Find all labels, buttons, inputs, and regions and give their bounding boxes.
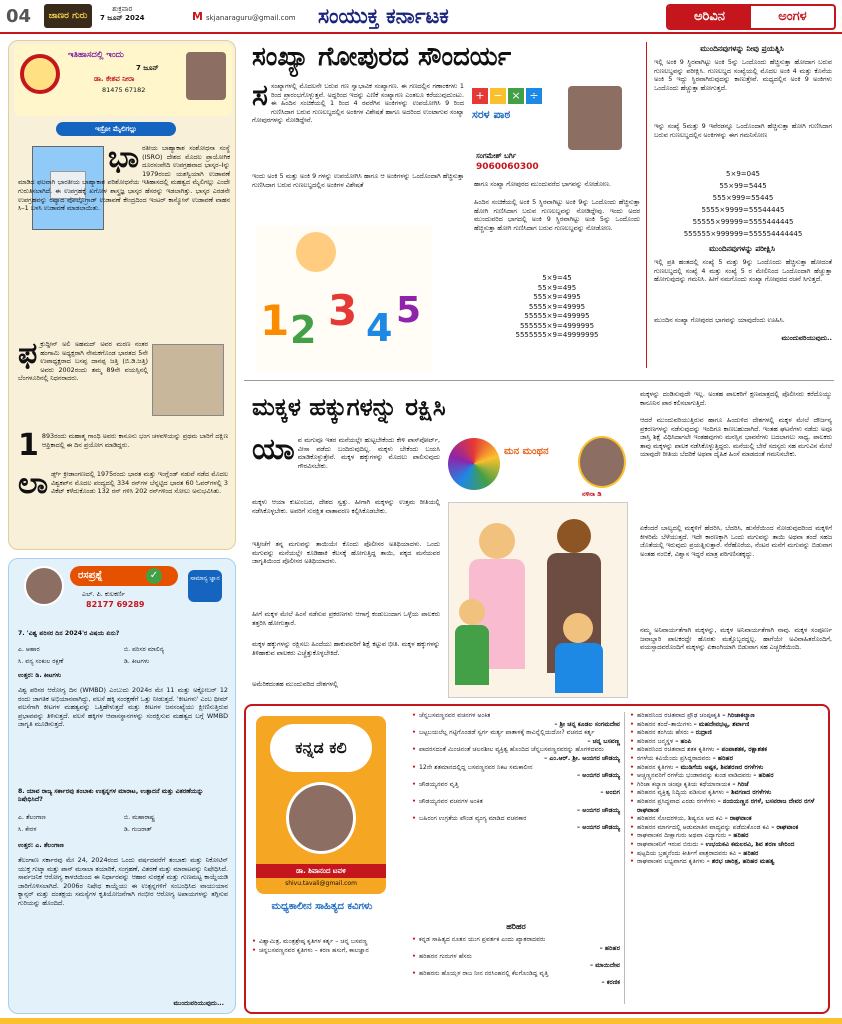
- kali-item: [630, 798, 826, 815]
- sarala-patha-label: ಸರಳ ಪಾಠ: [472, 108, 511, 121]
- kali-email[interactable]: shivu.tavali@gmail.com: [285, 880, 357, 887]
- kali-a: – ಗಿರಿಜೆ: [732, 780, 749, 788]
- itihasa-para-2: [18, 336, 148, 383]
- section-title: [666, 4, 836, 30]
- kali-q: ಹರಿಹರನ ವ್ಯಕ್ತಿತ್ವ ನಿದ್ಯಿಯ ಪಡಿಸುವ ಕೃತಿಗಳು: [637, 789, 724, 797]
- article1-para-1: [252, 78, 464, 125]
- itihasa-header: [14, 44, 232, 116]
- kali-list-col1b: [412, 936, 620, 988]
- kali-item: [252, 938, 402, 947]
- kali-a: – ಎಂ.ಆರ್. ಶ್ರೀ. ಅಂಬಿಗರ ಚೌಡಯ್ಯ: [544, 754, 620, 762]
- kali-q: ಚೌಡಯ್ಯನವರ ವೃತ್ತಿ: [419, 780, 459, 788]
- mail-icon: M: [192, 10, 203, 23]
- kannada-kali-badge: [256, 716, 386, 894]
- kannada-kali-title: ಕನ್ನಡ ಕಲಿ: [270, 724, 372, 772]
- kali-a: – ರುದ್ರಾಣಿ: [690, 729, 712, 737]
- gk-badge: ಸಾಮಾನ್ಯ ಜ್ಞಾನ: [188, 570, 222, 602]
- email-line: [192, 10, 296, 23]
- kali-subtitle: ಮಧ್ಯಕಾಲೀನ ಸಾಹಿತ್ಯದ ಕವಿಗಳು: [271, 901, 373, 912]
- kali-q: ಹರಿಹರನು ಹೊಯ್ಸಳ ರಾಜ ನೀನ ನರಸಿಂಹನಲ್ಲಿ ಕೆಲಗೊಂಡಿದ್ದ ವೃತ್ತಿ: [419, 970, 549, 978]
- q7-option-c: ಸಿ. ವನ್ಯ ಸಂಕುಲ ರಕ್ಷಣೆ: [18, 658, 64, 665]
- itihasa-text-1: ರತೀಯ ಬಾಹ್ಯಾಕಾಶ ಸಂಶೋಧನಾ ಸಂಸ್ಥೆ (ISRO) ದೇಶದ ಮೊದಲ ಪ್ರಾಯೋಗಿಕ ದೂರಸಂವೇದಿ ಉಪಗ್ರಹವಾದ ಭಾಸ್ಕರ–Iನ್ನು 1979ರಂದು ಯಶಸ್ವಿಯಾಗಿ ಉಡಾವಣೆ ಮಾಡಿದ ಫಲವಾಗಿ ಭಾರತೀಯ ಬಾಹ್ಯಾಕಾಶ ಪರಿಶೋಧನೆಯ ಇತಿಹಾಸದಲ್ಲಿ ಮಹತ್ವದ ಮೈಲಿಗಲ್ಲು ಎಂದೇ ಗುರುತಿಸಲಾಗಿದೆ. ಈ ಉಪಗ್ರಹಕ್ಕೆ ಖಗೋಳ ಶಾಸ್ತ್ರಜ್ಞ ಭಾಸ್ಕರ ಹೆಸರನ್ನು ಇಡಲಾಗಿತ್ತು. ಭಾಸ್ಕರ ಎರಡನೇ ಉಪಗ್ರಹವನ್ನು ರಷ್ಯಾದ ವೋಲ್ಗೊಗ್ರಾಡ್ ಉಡಾವಣೆ ಕೇಂದ್ರದಿಂದ ಇಂಟರ್ ಕಾಸ್ಮೋಸ್ ಉಡಾವಣೆ ವಾಹನ ಸಿ–1 ಬಳಸಿ ಉಡಾವಣೆ ಮಾಡಲಾಯಿತು.: [18, 144, 230, 213]
- dropcap: ಯಾ: [252, 432, 295, 467]
- article2-text-1: ವ ಮಗುವೂ ಇತರ ಮನೆಯಲ್ಲೇ ಹುಟ್ಟಬೇಕೆಂದು ಕೇಳಿ ಪಾಸ್‌ಪೋರ್ಟ್, ವೀಸಾ ಪಡೆದು ಬಂದಿರುವುದಿಲ್ಲ. ಮಕ್ಕಳು ಬೇಕೆಂದು ಬಯಸಿ ಮಾಡಿಕೊಳ್ಳುತ್ತೇವೆ. ಮಕ್ಕಳ ಹಕ್ಕುಗಳನ್ನು ಮೊದಲು ಪಾಲಿಸುವುದು ಗೌರವಿಸಬೇಕು.: [297, 436, 440, 470]
- equation: 555555×9=4999995: [519, 321, 595, 330]
- equation: 55555×99999=5555444445: [692, 218, 794, 226]
- kali-a: – ಮಹದೇವಭಟ್ಟ, ಶರ್ವಾಣಿ: [693, 720, 750, 728]
- kali-q: ರಗಳೆಯ ಕವಿಯೆಂದು ಪ್ರಸಿದ್ಧರಾದವರು: [637, 754, 711, 762]
- article2-right-3: ಏಕೆಂದರೆ ಬಾಲ್ಯದಲ್ಲಿ ಮಕ್ಕಳಿಗೆ ಹೆದರಿಸಿ, ಬೆದರಿಸಿ, ಹುಸೆರೆಯಿಂದ ನೋಡುವುದರಿಂದ ಮಕ್ಕಳಿಗೆ ಕೀಳರಿಮೆ ಬೆಳೆಯುತ್ತದೆ. ಇದೇ ಕಾರಣಕ್ಕಾಗಿ ಒಂದು ಮಗುವನ್ನು ತಾಯಿ ಅಥವಾ ತಂದೆ ಸಹಜ ಜೊತೆಯಲ್ಲಿ ಇರುವುದು ಪ್ರಯತ್ನಿಸುತ್ತಾರೆ. ನೆರೆಹೊರೆಯ, ನೆಂಟರ ಮನೆಗೆ ಮಗುವನ್ನು ಬಿಡುವಾಗ ಅಂತಹ ನಂಬಿಕೆ, ವಿಶ್ವಾಸ ಇದ್ದರೆ ಮಾತ್ರ ಪರಿಗಣಿಸತಕ್ಕದ್ದು.: [640, 524, 832, 558]
- article2-para-6: ಅಮೆರಿಕದಂತಹ ಮುಂದುವರಿದ ದೇಶಗಳಲ್ಲಿ: [252, 680, 338, 688]
- quiz-box: [8, 558, 236, 1014]
- kali-item: [630, 738, 826, 747]
- kali-q: ಚೆನ್ನಬಸವಣ್ಣನವರ ವಚನಗಳ ಅಂಕಿತ: [419, 712, 491, 719]
- itihasa-text-3: 893ರಂದು ಮಹಾತ್ಮ ಗಾಂಧಿ ಅವರು ಕಾನೂನು ಭಂಗ ಚಳವಳಿಯನ್ನು ಪ್ರಥಮ ಬಾರಿಗೆ ದಕ್ಷಿಣ ಆಫ್ರಿಕಾದಲ್ಲಿ ಈ ದಿನ ಪ್ರಯೋಗ ಮಾಡಿದ್ದರು.: [41, 432, 228, 449]
- itihasa-para-4: [18, 466, 228, 501]
- numbers-cartoon: 1 2 3 4 5: [256, 226, 432, 372]
- article2-author-photo: [578, 436, 626, 488]
- section-title-a: ಅರಿವಿನ: [668, 6, 751, 28]
- article2-para-2: ಮಕ್ಕಳು ಆಯಾ ಕುಟುಂಬದ, ದೇಶದ ಸ್ವತ್ತು. ಹೀಗಾಗಿ ಮಕ್ಕಳನ್ನು ಉತ್ತಮ ರೀತಿಯಲ್ಲಿ ನಡೆಸಿಕೊಳ್ಳಬೇಕು. ಅವರಿಗೆ ಸುರಕ್ಷಿತ ವಾತಾವರಣ ಕಲ್ಪಿಸಿಕೊಡಬೇಕು.: [252, 498, 440, 515]
- kali-item: [630, 841, 826, 850]
- itihasa-text-2: ಕ್ರುದ್ದೀನ್ ಅಲಿ ಅಹಮದ್ ಅವರ ಮರಣ ನಂತರ ಹಂಗಾಮಿ ಅಧ್ಯಕ್ಷರಾಗಿ ನೇಮಕಗೊಂಡ ಭಾರತದ 5ನೇ ಉಪಾಧ್ಯಕ್ಷರಾದ ಬಸಪ್ಪ ದಾನಪ್ಪ ಜತ್ತಿ (ಬಿ.ಡಿ.ಜತ್ತಿ) ಅವರು 2002ರಂದು ತಮ್ಮ 89ನೇ ವಯಸ್ಸಿನಲ್ಲಿ ಬೆಂಗಳೂರಿನಲ್ಲಿ ನಿಧನರಾದರು.: [18, 340, 148, 383]
- kali-a: – ಹರಿಹರ: [753, 772, 774, 780]
- kali-item: [412, 815, 620, 832]
- kali-author: ಡಾ. ಶಿವಾನಂದ ಟವಳಿ: [256, 864, 386, 878]
- column-rule: [646, 42, 647, 368]
- kali-a: – ಅಂಬಿಗರ ಚೌಡಯ್ಯ: [577, 823, 620, 831]
- kali-list-col2: [630, 712, 826, 867]
- kali-author-photo: [286, 782, 356, 854]
- equation: 5×9=45: [542, 274, 572, 282]
- q7-option-b: ಬಿ. ಪರಿಸರ ಮಾಲಿನ್ಯ: [124, 646, 165, 653]
- article1-para-4: ಹಿಂದಿನ ಸಂಚಿಕೆಯಲ್ಲಿ ಅಂಕಿ 5 ಸ್ಥಿರವಾಗಿಟ್ಟು ಅಂಕಿ 9ನ್ನು ಒಂದೊಂದು ಹೆಚ್ಚಿಸುತ್ತಾ ಹೋಗಿ ಗುಣಿಸಿದಾಗ ಬರುವ ಗುಣಲಬ್ಧವನ್ನು ನೋಡಿದ್ದೇವು. ಇಂದು ಅದರ ಮುಂದುವರಿದ ಭಾಗದಲ್ಲಿ ಅಂಕಿ 9 ಸ್ಥಿರವಾಗಿಟ್ಟು ಅಂಕಿ 5ನ್ನು ಒಂದೊಂದು ಹೆಚ್ಚಿಸುತ್ತಾ ಹೋಗಿ ಗುಣಿಸಿದಾಗ ಬರುವ ಗುಣಲಬ್ಧವನ್ನು ನೋಡೋಣ.: [474, 198, 640, 232]
- article1-continued: ಮುಂದುವರಿಯುವುದು..: [781, 334, 832, 342]
- equation: 55555×9=499995: [524, 312, 590, 320]
- kali-a: – ಹರಿಹರ: [728, 832, 749, 840]
- kali-item: [630, 781, 826, 790]
- magnifier-icon: [20, 54, 60, 94]
- newspaper-title: ಸಂಯುಕ್ತ ಕರ್ನಾಟಕ: [318, 3, 449, 28]
- harihara-heading: ಹರಿಹರ: [506, 922, 526, 931]
- q8-option-d: ಡಿ. ಗುಜರಾತ್: [124, 826, 153, 833]
- equation: 5555555×9=49999995: [515, 331, 599, 339]
- article1-para-2: ಇಂದು ಅಂಕಿ 5 ಮತ್ತು ಅಂಕಿ 9 ಗಳನ್ನು ಉಪಯೋಗಿಸಿ ಹಾಗೂ ಆ ಅಂಕಿಗಳನ್ನು ಒಂದೊಂದಾಗಿ ಹೆಚ್ಚಿಸುತ್ತಾ ಗುಣಿಸಿದಾಗ ಬರುವ ಗುಣಲಬ್ಧದಲ್ಲಿನ ಅಂಕಿಗಳ ವಿಶೇಷತೆ: [252, 172, 464, 189]
- kali-a: – ಹರಿಹರ: [712, 754, 733, 762]
- itihasa-title: ಇತಿಹಾಸದಲ್ಲಿ ಇಂದು: [68, 50, 124, 60]
- q7-explanation: ವಿಶ್ವ ಪರಿಸರ ಆರೋಗ್ಯ ದಿನ (WMBD) ಎಂಬುದು 2024ರ ಮೇ 11 ಮತ್ತು ಅಕ್ಟೋಬರ್ 12 ರಂದು ಜಾಗತಿಕ ಅಭಿಯಾನವಾಗಿದ್ದು, ವಲಸೆ ಹಕ್ಕಿ ಸಂರಕ್ಷಣೆಗೆ ಒತ್ತು ನೀಡುತ್ತದೆ. 'ಕೀಟಗಳು' ಎಂಬ ಥೀಮ್ ವಲಸೆಗಾಗಿ ಕೀಟಗಳ ಮಹತ್ವವನ್ನು ಒತ್ತಿಹೇಳುತ್ತದೆ ಮತ್ತು ಕೀಟಗಳ ಜನಸಂಖ್ಯೆಯು ಕ್ಷೀಣಿಸುತ್ತಿರುವ ಪ್ರಭಾವವನ್ನು ತಿಳಿಸುತ್ತದೆ. ವಲಸೆ ಹಕ್ಕಿಗಳ ಆವಾಸಸ್ಥಾನಗಳನ್ನು ಸಂರಕ್ಷಿಸುವ ಮಹತ್ವದ ಬಗ್ಗೆ WMBD ಜಾಗೃತಿ ಮೂಡಿಸುತ್ತದೆ.: [18, 686, 228, 729]
- dropcap: 1: [18, 428, 39, 463]
- kali-q: ಪಾದರಸದಂತೆ ಮಿಂಚಿನಂತೆ ಚಲನಶೀಲ ವ್ಯಕ್ತಿತ್ವ ಹೊಂದಿದ ಚೆನ್ನಬಸವಣ್ಣನವರನ್ನು ಹೊಗಳಿದವರು: [419, 746, 604, 754]
- kali-item: [630, 755, 826, 764]
- email-text[interactable]: skjanaraguru@gmail.com: [205, 14, 296, 22]
- itihasa-date: 7 ಜೂನ್: [136, 64, 159, 72]
- quiz-phone: 82177 69289: [86, 600, 145, 609]
- kali-q: ಹರಿಹರನ ಜನ್ಮಸ್ಥಳ: [637, 737, 674, 745]
- equation: 55×9=495: [537, 283, 577, 292]
- kali-item: [412, 729, 620, 746]
- kali-item: [252, 947, 402, 956]
- quiz-title: ರಸಪ್ರಶ್ನೆ: [70, 566, 178, 586]
- kali-item: [412, 936, 620, 953]
- kali-q: ಹರಿಹರನಿಂದ ರಚಿತವಾದ ಶತಕ ಕೃತಿಗಳು: [637, 746, 715, 754]
- q8-option-c: ಸಿ. ಕೇರಳ: [18, 826, 37, 833]
- article2-right-2: ಆದರೆ ಮುಂದುವರಿಯುತ್ತಿರುವ ಹಾಗೂ ಹಿಂದುಳಿದ ದೇಶಗಳಲ್ಲಿ ಮಕ್ಕಳ ಮೇಲೆ ದೌರ್ಜನ್ಯ ಪ್ರಕರಣಗಳನ್ನು ನಡೆಸುವುದನ್ನು ಇಂದಿಗೂ ಕಾಣಬಹುದಾಗಿದೆ. ಇಂತಹ ಘಟನೆಗಳು ನಡೆದು ಅವೂ ಜಾಸ್ತಿ ಶಿಕ್ಷೆ ವಿಧಿಸಿದಾಗಲೇ ಇಂತಹವುಗಳು ಮನಸ್ಸಿನ ಭಾವನೆಗಳು ಬದಲಾಗಲು ಸಾಧ್ಯ. ಪಾಲಕರು ತಾವು ಮಕ್ಕಳನ್ನು ಪಾಲಕ ನಡೆಸಿಕೊಳ್ಳುತ್ತಿದ್ದರು. ಮನೆಯಲ್ಲಿ ಬೇರೆ ಸದಸ್ಯರು ಸಹ ಮಗುವಿನ ಮೇಲೆ ಯಾವುದೇ ರೀತಿಯ ಬೆದರಿಕೆ ಅಥವಾ ದೈಹಿಕ ಹಿಂಸೆ ಮಾಡದಂತೆ ಗಮನಿಸಬೇಕು.: [640, 416, 832, 459]
- kali-item: [412, 798, 620, 815]
- kali-a: – ಗಿರಿಜಾಕಲ್ಯಾಣ: [722, 712, 755, 719]
- article1-text-1: ಸಂಖ್ಯಾಗಳಲ್ಲಿ ಮೊದಲನೇ ಬರುವ ಗಣ ಸ್ವಾಭಾವಿಕ ಸಂಖ್ಯಾಗಣ. ಈ ಗಣದಲ್ಲಿನ ಗಣಾಂಕಗಳು 1 ರಿಂದ ಪ್ರಾರಂಭಗೊಳ್ಳುತ್ತವೆ. ಅದ್ದರಿಂದ ಇದನ್ನು ಎಣಿಕೆ ಸಂಖ್ಯಾಗಣ ಎಂತಲೂ ಕರೆಯುವುದುಂಟು. ಈ ಹಿಂದಿನ ಸಂಚಿಕೆಯಲ್ಲಿ 1 ರಿಂದ 4 ರವರೆಗಿನ ಅಂಕಿಗಳನ್ನು ಉಪಯೋಗಿಸಿ 9 ರಿಂದ ಗುಣಿಸಿದಾಗ ಬರುವ ಗುಣಲಬ್ಧದಲ್ಲಿನ ಅಂಕಿಗಳ ವಿಶೇಷತೆ ಹಾಗೂ ಅದರಿಂದ ಉಂಟಾಗುವ ಸಂಖ್ಯಾ ಗೋಪುರಗಳನ್ನು ನೋಡಿದ್ದೇವೆ.: [252, 82, 464, 125]
- article2-right-1: ಮಕ್ಕಳನ್ನು ದಂಡಿಸುವುದೇ ಇಲ್ಲ. ಅಂತಹ ಪಾಲಕರಿಗೆ ಕ್ಷಣಮಾತ್ರದಲ್ಲಿ ಪೊಲೀಸರು ಕರೆದೊಯ್ಯು ಕಾನೂನಿನ ಪಾಠ ಕಲಿಸಲಾಗುತ್ತಿದೆ.: [640, 390, 832, 407]
- equation: 5555×9=49995: [528, 302, 586, 311]
- question-8: 8. ಯಾವ ರಾಜ್ಯ ಸರ್ಕಾರವು ತಂಬಾಕು ಉತ್ಪನ್ನಗಳ ಮಾರಾಟ, ಉತ್ಪಾದನೆ ಮತ್ತು ವಿತರಣೆಯನ್ನು ನಿಷೇಧಿಸಿದೆ?: [18, 788, 204, 804]
- kali-q: ಹರಿಹರನ ಗುರುಗಳ ಹೆಸರು: [419, 953, 472, 961]
- kali-item: [412, 970, 620, 987]
- right-para-3: ಇಲ್ಲಿ ಪ್ರತಿ ಹಂತದಲ್ಲಿ ಸಂಖ್ಯೆ 5 ಮತ್ತು 9ನ್ನು ಒಂದೊಂದು ಹೆಚ್ಚಿಸುತ್ತಾ ಹೋದಂತೆ ಗುಣಲಬ್ಧದಲ್ಲಿ ಸಂಖ್ಯೆ 4 ಮತ್ತು ಸಂಖ್ಯೆ 5 ರ ಮೇಲಿನಿಂದ ಒಂದೊಂದಾಗಿ ಹೆಚ್ಚುತ್ತಾ ಹೋಗುವುದನ್ನು ಗಮನಿಸಿ. ಹೀಗೆ ನಮಗೊಂದು ಸಂಖ್ಯಾ ಗೋಪುರದ ರಚನೆ ಸಿಗುತ್ತದೆ.: [654, 258, 832, 284]
- kali-item: [412, 764, 620, 781]
- author-photo: [186, 52, 226, 100]
- kali-q: ರಾಘವಾಂಕನಿಗೆ ಇರುವ ಬಿರುದು: [637, 840, 699, 848]
- kali-q: ರಾಘವಾಂಕನ ಲಭ್ಯವಾಗದ ಕೃತಿಗಳು: [637, 858, 705, 866]
- quiz-author-photo: [24, 566, 64, 606]
- portrait-image: [152, 344, 224, 416]
- kali-item: [630, 815, 826, 824]
- right-para-4: ಮುಂದಿನ ಸಂಖ್ಯಾ ಗೋಪುರದ ಭಾಗವನ್ನು ಯಾವುದೆಂದು ಊಹಿಸಿ.: [654, 316, 785, 324]
- kali-item: [630, 712, 826, 721]
- dropcap: ಫ: [18, 336, 38, 371]
- brain-icon: [448, 438, 500, 490]
- equation: 55×99=5445: [719, 182, 767, 190]
- kali-a: – ಅಂಬಿಗರ ಚೌಡಯ್ಯ: [577, 806, 620, 814]
- kali-a: – ಹರಿಹರ: [599, 944, 620, 952]
- kali-item-text: ವಿಶ್ವಾಮಿತ್ರ, ಮಂತ್ರಶ್ರೇಷ್ಠ ಕೃತಿಗಳ ಕರ್ತೃ – ಚನ್ನ ಬಸವಣ್ಣ: [259, 938, 368, 945]
- equation: 5×9=045: [726, 170, 760, 178]
- kali-item: [630, 832, 826, 841]
- right-para-1: ಇಲ್ಲಿ ಅಂಕಿ 9 ಸ್ಥಿರವಾಗಿಟ್ಟು ಅಂಕಿ 5ನ್ನು ಒಂದೊಂದು ಹೆಚ್ಚಿಸುತ್ತಾ ಹೋದಾಗ ಬರುವ ಗುಣಲಬ್ಧವನ್ನು ಪರೀಕ್ಷಿಸಿ. ಗುಣಲಬ್ಧದ ಸಂಖ್ಯೆಯಲ್ಲಿ ಮೊದಲ ಅಂಕಿ 4 ಮತ್ತು ಕೊನೆಯ ಅಂಕಿ 5 ಇದ್ದು ಸ್ಥಿರವಾಗಿರುವುದನ್ನು ಕಾಣುತ್ತೇವೆ. ಮಧ್ಯದಲ್ಲಿನ ಅಂಕಿ 9 ಅಂಕಿಗಳು ಒಂದೊಂದು ಹೆಚ್ಚುತ್ತಾ ಹೋಗುತ್ತದೆ.: [654, 58, 832, 92]
- kali-item: [630, 764, 826, 773]
- q7-answer: ಉತ್ತರ: ಡಿ. ಕೀಟಗಳು: [18, 672, 62, 679]
- issue-date: [100, 5, 145, 23]
- kali-q: ರಾಘವಾಂಕನ ದೀಕ್ಷಾಗುರು ಅಥವಾ ವಿದ್ಯಾಗುರು: [637, 832, 727, 840]
- q7-option-d: ಡಿ. ಕೀಟಗಳು: [124, 658, 150, 665]
- kali-q: ಷಟ್ಪದಿಯ ಬ್ರಹ್ಮನೆಂದು ಕೀರ್ತಿಗೆ ಪಾತ್ರರಾದವರು ಕವಿ: [637, 849, 737, 857]
- q7-option-a: ಎ. ಆಹಾರ: [18, 646, 40, 653]
- article2-headline: ಮಕ್ಕಳ ಹಕ್ಕುಗಳನ್ನು ರಕ್ಷಿಸಿ: [252, 393, 446, 421]
- q8-option-b: ಬಿ. ಮಹಾರಾಷ್ಟ್ರ: [124, 814, 155, 821]
- kali-q: ಹರಿಹರನ ಮಾರ್ಗದಲ್ಲಿ ಆಡುಮಾತಿನ ವಾದ್ಯವನ್ನು ಪಡೆದುಕೊಂಡ ಕವಿ: [637, 823, 770, 831]
- right-heading-2: ಮುಂದಿನವುಗಳನ್ನು ಪರೀಕ್ಷಿಸಿ: [709, 244, 775, 253]
- quiz-continued: ಮುಂದುವರಿಯುವುದು...: [173, 1000, 224, 1007]
- page-number: 04: [6, 6, 32, 27]
- article1-para-3: ಹಾಗೂ ಸಂಖ್ಯಾ ಗೋಪುರದ ಮುಂದುವರೆದ ಭಾಗವನ್ನು ನೋಡೋಣ.: [474, 180, 611, 188]
- equation: 555×999=55445: [712, 194, 774, 202]
- date: 7 ಜೂನ್ 2024: [100, 14, 145, 22]
- kali-item: [630, 824, 826, 833]
- kali-list-col1: [412, 712, 620, 832]
- dropcap: ಸ: [252, 78, 268, 113]
- equation-list-2: [654, 168, 832, 240]
- kali-q: 12ನೇ ಶತಮಾನದಲ್ಲಿದ್ದ ಬಸವಣ್ಣನವರ ನಿಕಟ ಸಮಕಾಲೀನ: [419, 763, 533, 771]
- kali-a: – ರಾಘವಾಂಕ: [771, 823, 799, 831]
- kali-item: [412, 712, 620, 729]
- kali-item: [630, 772, 826, 781]
- q8-answer: ಉತ್ತರ: ಎ. ತೆಲಂಗಾಣ: [18, 842, 64, 849]
- kali-a: – ಹರಿಹರ: [738, 849, 759, 857]
- kali-item: [630, 746, 826, 755]
- kali-item: [630, 729, 826, 738]
- article1-phone: 9060060300: [476, 162, 539, 172]
- family-illustration: [448, 502, 628, 698]
- right-para-2: ಇನ್ನು ಸಂಖ್ಯೆ 5ಮತ್ತು 9 ಇವೆರಡನ್ನೂ ಒಂದೊಂದಾಗಿ ಹೆಚ್ಚಿಸುತ್ತಾ ಹೋಗಿ ಗುಣಿಸಿದಾಗ ಬರುವ ಗುಣಲಬ್ಧದಲ್ಲಿನ ಅಂಕಿಗಳನ್ನು ಈಗ ಗಮನಿಸೋಣ: [654, 122, 832, 139]
- kali-q: ಚೌಡಯ್ಯನವರ ವಚನಗಳ ಅಂಕಿತ: [419, 797, 483, 805]
- kali-q: ಹರಿಹರನ ಪ್ರಸಿದ್ಧವಾದ ಎರಡು ರಗಳೆಗಳು: [637, 797, 716, 805]
- kali-item: [412, 953, 620, 970]
- kali-a: – ಕರಣಿಕ: [601, 978, 620, 986]
- kali-a: – ನಂಬಿಯಣ್ಣನ ರಗಳೆ, ಬಸವರಾಜ ದೇವರ ರಗಳೆ ರಾಘವಾಂಕ: [637, 797, 815, 814]
- equation: 555555×999999=555554444445: [683, 230, 803, 238]
- right-heading-1: ಮುಂದಿನವುಗಳನ್ನು ನೀವು ಪ್ರಯತ್ನಿಸಿ: [700, 44, 784, 53]
- kali-a: – ಮುಡಿಗೆಯ ಅಷ್ಟಕ, ಶಿವಶರಣರ ರಗಳೆಗಳು: [675, 763, 764, 771]
- itihasa-author: ಡಾ. ಕೇಶವ ನೀರಾ: [94, 75, 135, 83]
- kali-item: [630, 858, 826, 867]
- q8-explanation: ತೆಲಂಗಾಣ ಸರ್ಕಾರವು ಮೇ 24, 2024ರಂದ ಒಂದು ವರ್ಷದವರೆಗೆ ತಂಬಾಕು ಮತ್ತು ನಿಕೋಟಿನ್ ಯುಕ್ತ ಗುಟ್ಕಾ ಮತ್ತು ಪಾನ್ ಮಸಾಲಾ ತಯಾರಿಕೆ, ಸಂಗ್ರಹಣೆ, ವಿತರಣೆ ಮತ್ತು ಮಾರಾಟವನ್ನು ನಿಷೇಧಿಸಿದೆ. ಸಾರ್ವಜನಿಕ ಆರೋಗ್ಯ ಕಾಳಜಿಯಿಂದ ಈ ನಿರ್ಧಾರವನ್ನು ಆಹಾರ ಸುರಕ್ಷತೆ ಮತ್ತು ಗುಣಮಟ್ಟ ಕಾಯ್ದೆಯಡಿ ಜಾರಿಗೊಳಿಸಲಾಗಿದೆ. 2006ರ ನಿಷೇಧ ಕಾಯ್ದೆಯು ಈ ಉತ್ಪನ್ನಗಳಿಗೆ ಸಂಬಂಧಿಸಿದ ವಾಯುಯಾನ ಕ್ಯಾನ್ಸರ್ ಮತ್ತು ದಂತಕ್ಷಯ ಸಮಸ್ಯೆಗಳ ಕೃತಿಯೋಜನೆಗಾಗಿ ಗಂಭೀರ ಆರೋಗ್ಯ ಅಪಾಯಗಳನ್ನು ತಗ್ಗಿಸುವ ಗುರಿಯನ್ನು ಹೊಂದಿದೆ.: [18, 856, 228, 907]
- kali-q: ಹರಿಹರನ ತಂದೆ–ತಾಯಿಗಳು: [637, 720, 692, 728]
- masthead: [0, 0, 842, 34]
- dropcap: ಲಾ: [18, 466, 49, 501]
- question-7: 7. 'ವಿಶ್ವ ಪರಿಸರ ದಿನ 2024'ರ ವಿಷಯ ಏನು?: [18, 630, 120, 637]
- article1-author-photo: [568, 86, 622, 150]
- kali-a: – ಶರಭ ಚಾರಿತ್ರ, ಹರಿಹರ ಮಹತ್ವ: [706, 858, 775, 866]
- kali-q: ಕನ್ನಡ ಸಾಹಿತ್ಯದ ನೂತನ ಯುಗ ಪ್ರವರ್ತಕ ಎಂದು ಖ್ಯಾತರಾದವರು: [419, 936, 546, 943]
- kali-item: [630, 850, 826, 859]
- kali-item-text: ಚನ್ನಬಸವಣ್ಣನವರ ಕೃತಿಗಳು – ಕರಣ ಹಸುಗೆ, ಕಾಲಜ್ಞಾನ: [259, 946, 369, 954]
- itihasa-para-1: [18, 140, 230, 213]
- kali-a: – ಶ್ರೀ ಚನ್ನ ಕೂಡಲ ಸಂಗಮದೇವ: [554, 720, 620, 728]
- kali-q: ಬಟ್ಟಬಯಲೆಲ್ಲ ಗಟ್ಟಿಗೊಂಡಡೆ ಸ್ವರ್ಗ ಮರ್ತ್ಯ ಪಾತಾಳಕ್ಕೆ ಠಾವಿನ್ನೆಲ್ಲಿಯದೋ? ವಚನದ ಕರ್ತೃ: [419, 729, 595, 737]
- article2-para-4: ಹೀಗೆ ಮಕ್ಕಳ ಮೇಲೆ ಹಿಂಸೆ ನಡೆಸುವ ಪ್ರಕರಣಗಳು ಆಗಾಗ್ಗೆ ಕಂಡುಬಂದಾಗ ಒಳ್ಳೆಯ ಪಾಲಕರು ತತ್ತರಿಸಿ ಹೋಗುತ್ತಾರೆ.: [252, 610, 440, 627]
- kali-a: – ಚನ್ನ ಬಸವಣ್ಣ: [587, 737, 620, 745]
- dropcap: ಭಾ: [108, 140, 140, 175]
- kali-a: – ಮಾಯಿದೇವ: [590, 961, 620, 969]
- itihasa-para-3: [18, 428, 228, 463]
- kali-a: – ಹಂಪಿ: [675, 737, 692, 745]
- itihasa-phone: 81475 67182: [102, 86, 146, 94]
- quiz-author: ಎಲ್. ಪಿ. ಕುಲಕರ್ಣಿ: [82, 590, 126, 598]
- sarala-patha-logo: + − × ÷ ಸರಳ ಪಾಠ: [472, 88, 562, 150]
- kali-q: ಬಹಿರಂಗ ಉಗ್ರತೆಯ ಪೌಂಡ ವ್ಯಂಗ್ಯ ಮಾಡಿದ ವಚನಕಾರ: [419, 815, 527, 823]
- equation: 555×9=4995: [533, 293, 581, 301]
- kali-item: [630, 721, 826, 730]
- equation-list-1: [474, 274, 640, 341]
- article2-para-1: [252, 432, 440, 470]
- footer-bar: [0, 1018, 842, 1024]
- kali-q: ಹರಿಹರನ ಸೋದರಳಿಯ, ಶಿಷ್ಯನೂ ಆದ ಕವಿ: [637, 815, 723, 823]
- kali-a: – ಅಂಬಿಗ: [600, 789, 620, 797]
- kali-item: [412, 781, 620, 798]
- equation: 5555×9999=55544445: [701, 206, 785, 214]
- kali-a: – ರಾಘವಾಂಕ: [724, 815, 752, 823]
- kali-q: ಆಚ್ಚಣ್ಣನವರಿಗೆ ರಗಳೆಯ ಭಂಡಾರವನ್ನು ಕುಂಡ ವಾಡಿದವರು: [637, 772, 752, 780]
- kali-a: – ಶಿವಗಣದ ರಗಳೆಗಳು: [725, 789, 772, 797]
- article2-right-4: ನಮ್ಮ ಅನಿವಾರ್ಯತೆಗಾಗಿ ಮಕ್ಕಳನ್ನು, ಮಕ್ಕಳ ಅನಿವಾರ್ಯತೆಗಾಗಿ ನಾವು. ಮಕ್ಕಳ ಸಂಪೂರ್ಣ ಜವಾಬ್ದಾರಿ ಪಾಲಕರದ್ದೇ ಹೊರತು ಮತ್ತೊಬ್ಬರದ್ದಲ್ಲ. ಹಾಗೆಯೇ ಅವಿವಾಹಿತರೊಂದಿಗೆ, ವಯಸ್ಸಾದವರೊಂದಿಗೆ ಮಕ್ಕಳನ್ನು ಏಕಾಂಗಿಯಾಗಿ ಬಿಡುವಾಗ ಸಹ ಎಚ್ಚರಿಕೆಯಿಂದಿ.: [640, 626, 832, 652]
- article2-para-5: ಮಕ್ಕಳ ಹಕ್ಕುಗಳನ್ನು ರಕ್ಷಿಸಲು ಹಿಂದೆಯು ಹಾಕುವವರಿಗೆ ಶಿಕ್ಷೆ ಕಟ್ಟುವ ಭೀತಿ. ಮಕ್ಕಳ ಹಕ್ಕುಗಳನ್ನು ತಿಳಿಹಾಕುವ ಪಾಲಕರು ಎಚ್ಚೆತ್ತುಕೊಳ್ಳಬೇಕಿದೆ.: [252, 640, 440, 657]
- section-divider: [244, 380, 834, 381]
- article2-para-3: ಇತ್ತೀಚೆಗೆ ತನ್ನ ಮಗುವನ್ನು ತಾಯಿಯೇ ಕೊಂದು ಪೊಲೀಸರ ಅತಿಥಿಯಾದಳು. ಒಂದು ಮಗುವನ್ನು ಮನೆಯಲ್ಲೇ ಕೂಡಿಹಾಕಿ ಕೆಲಸಕ್ಕೆ ಹೋಗುತ್ತಿದ್ದ ತಾಯಿ, ಪಕ್ಕದ ಮನೆಯವರ ಜಾಗೃತಿಯಿಂದ ಪೊಲೀಸರ ಅತಿಥಿಯಾದಳು.: [252, 540, 440, 566]
- article1-author: ಸಂಗಮೇಶ್ ಬರ್ಗಿ: [476, 152, 517, 160]
- section-title-b: ಅಂಗಳ: [778, 9, 807, 24]
- isro-subtitle: ಇಸ್ರೋ ಮೈಲಿಗಲ್ಲು: [56, 122, 176, 136]
- kali-q: ಹರಿಹರನಿಂದ ರಚಿತವಾದ ಪ್ರೌಢ ಚಂಪೂಕೃತಿ: [637, 712, 721, 719]
- article2-author: ನಳಿನಾ ಡಿ: [582, 490, 602, 498]
- kali-column-rule: [624, 712, 625, 1004]
- kali-item: [412, 746, 620, 763]
- check-icon: ✓: [146, 568, 162, 584]
- mana-manthana-label: ಮನ ಮಂಥನ: [504, 446, 549, 457]
- q8-option-a: ಎ. ತೆಲಂಗಾಣ: [18, 814, 46, 821]
- article1-headline: ಸಂಖ್ಯಾ ಗೋಪುರದ ಸೌಂದರ್ಯ: [252, 42, 512, 72]
- kali-q: ಹರಿಹರನ ತಂಗಿಯ ಹೆಸರು: [637, 729, 689, 737]
- kali-q: ಹರಿಹರನ ಕೃತಿಗಳು: [637, 763, 674, 771]
- kali-q: ಗಿರಿಜಾ ಕಲ್ಯಾಣ ಚಂಪೂ ಕೃತಿಯ ಕಥೆಯಾನಾಯಕ: [637, 780, 731, 788]
- kali-a: – ಉಭಯಕವಿ ಕಮಲರವಿ, ಶಿವ ಶರಣ ಚೇರಿಂದ: [700, 840, 795, 848]
- kali-bottom-list: [252, 938, 402, 955]
- itihasa-text-4: ರ್ಡ್ಸ್ ಕ್ರೀಡಾಂಗಣದಲ್ಲಿ 1975ರಂದು ಭಾರತ ಮತ್ತು ಇಂಗ್ಲೆಂಡ್ ನಡುವೆ ನಡೆದ ಮೊದಲ ವಿಶ್ವಕಪ್‌ನ ಮೊದಲ ಪಂದ್ಯದಲ್ಲಿ 334 ರನ್‌ಗಳ ಬೆನ್ನಟ್ಟಿದ ಭಾರತ 60 ಓವರ್‌ಗಳಲ್ಲಿ 3 ವಿಕೆಟ್ ಕಳೆದುಕೊಂಡು 132 ರನ್ ಗಳಿಸಿ 202 ರನ್‌ಗಳಿಂದ ಸೋಲು ಅನುಭವಿಸಿತು.: [51, 470, 228, 496]
- weekday: ಶುಕ್ರವಾರ: [112, 5, 133, 13]
- kali-a: – ಪಂಪಾಶತಕ, ರಕ್ಷಾಶತಕ: [716, 746, 768, 754]
- kali-a: – ಅಂಬಿಗರ ಚೌಡಯ್ಯ: [577, 772, 620, 780]
- supplement-logo: ಜಾಣರ ಗುರು: [44, 4, 92, 28]
- kali-item: [630, 789, 826, 798]
